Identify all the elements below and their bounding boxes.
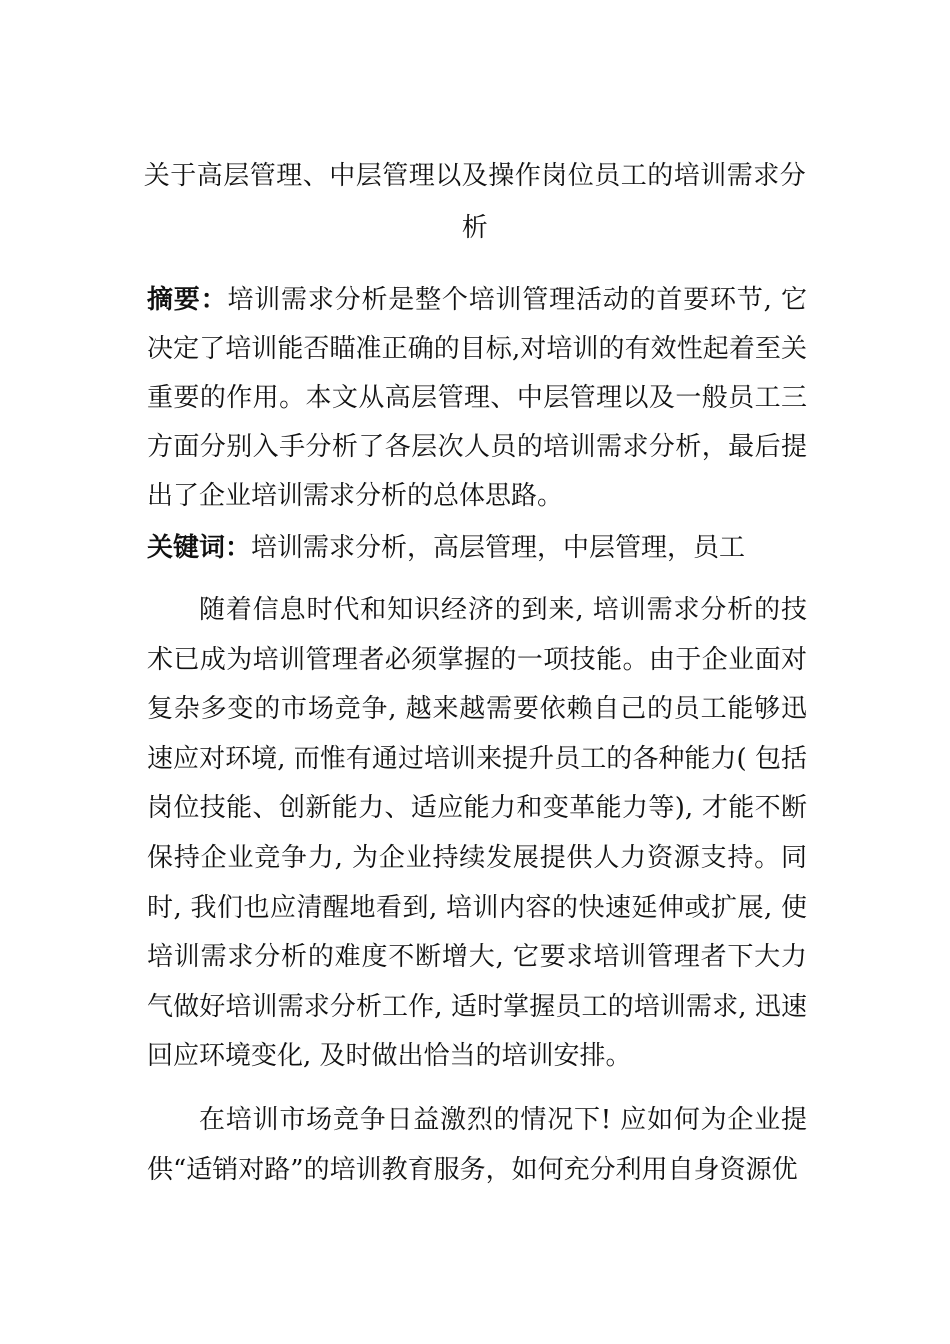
abstract-text: 培训需求分析是整个培训管理活动的首要环节, 它决定了培训能否瞄准正确的目标,对培训的有效性起着至关重要的作用。本文从高层管理、中层管理以及一般员工三方面分别入手分析了各层次人员的培训需求分析，最后提出了企业培训需求分析的总体思路。 xyxy=(147,285,807,511)
document-title: 关于高层管理、中层管理以及操作岗位员工的培训需求分析 xyxy=(143,161,807,243)
body-paragraph-2: 在培训市场竞争日益激烈的情况下! 应如何为企业提供“适销对路”的培训教育服务，如何充分利用自身资源优 xyxy=(147,1105,807,1185)
abstract xyxy=(147,276,807,521)
keywords-text: 培训需求分析，高层管理，中层管理，员工 xyxy=(251,533,746,563)
body-paragraph-1: 随着信息时代和知识经济的到来, 培训需求分析的技术已成为培训管理者必须掌握的一项技能。由于企业面对复杂多变的市场竞争, 越来越需要依赖自己的员工能够迅速应对环境, 而惟有通过培训来提升员工的各种能力( 包括岗位技能、创新能力、适应能力和变革能力等), 才能不断保持企业竞争力, 为企业持续发展提供人力资源支持。同时, 我们也应清醒地看到, 培训内容的快速延伸或扩展, 使培训需求分析的难度不断增大, 它要求培训管理者下大力气做好培训需求分析工作, 适时掌握员工的培训需求, 迅速回应环境变化, 及时做出恰当的培训安排。 xyxy=(147,595,807,1072)
keywords xyxy=(147,524,807,573)
keywords-label: 关键词： xyxy=(147,533,252,563)
abstract-label: 摘要： xyxy=(147,285,228,315)
